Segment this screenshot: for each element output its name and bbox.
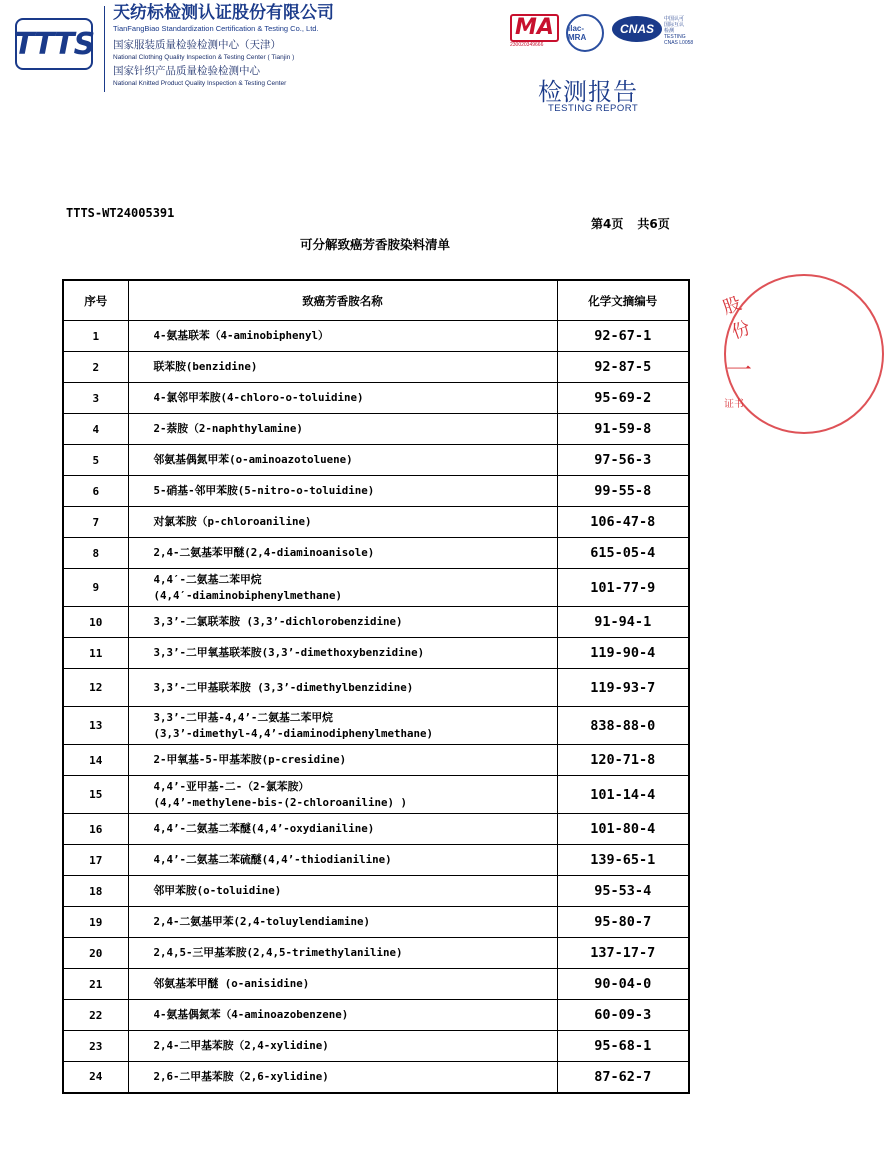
amine-name <box>128 1062 557 1093</box>
amine-name-line: 4-氨基联苯（4-aminobiphenyl） <box>153 329 329 342</box>
amine-name-line: 2-甲氧基-5-甲基苯胺(p-cresidine) <box>153 753 347 766</box>
logo-text: TTTS <box>13 26 95 62</box>
table-row <box>63 969 689 1000</box>
cas-number: 91-94-1 <box>557 607 689 638</box>
amine-name-line: 3,3’-二氯联苯胺 (3,3’-dichlorobenzidine) <box>153 615 403 628</box>
row-number: 6 <box>63 476 128 507</box>
center1-name-en: National Clothing Quality Inspection & Testing Center ( Tianjin ) <box>113 54 295 61</box>
amine-name-line: 4,4’-二氨基二苯硫醚(4,4’-thiodianiline) <box>153 853 392 866</box>
amine-name-line: 4,4′-二氨基二苯甲烷 <box>153 572 262 586</box>
ilac-logo-text: ilac-MRA <box>568 24 587 42</box>
row-number: 21 <box>63 969 128 1000</box>
cas-number: 838-88-0 <box>557 707 689 745</box>
page-total: 共6页 <box>637 217 670 231</box>
row-number: 19 <box>63 907 128 938</box>
cas-number: 119-90-4 <box>557 638 689 669</box>
cas-number: 87-62-7 <box>557 1062 689 1093</box>
amine-name-line: (3,3’-dimethyl-4,4’-diaminodiphenylmethane) <box>153 726 434 740</box>
amine-name <box>128 383 557 414</box>
header-divider <box>104 6 105 92</box>
row-number: 13 <box>63 707 128 745</box>
row-number: 14 <box>63 745 128 776</box>
cas-number: 92-67-1 <box>557 321 689 352</box>
report-title-en: TESTING REPORT <box>548 103 639 114</box>
amine-name-line: 3,3’-二甲基-4,4’-二氨基二苯甲烷 <box>153 710 333 724</box>
amine-name <box>128 476 557 507</box>
row-number: 12 <box>63 669 128 707</box>
row-number: 5 <box>63 445 128 476</box>
cas-number: 139-65-1 <box>557 845 689 876</box>
amine-name <box>128 538 557 569</box>
table-row <box>63 1000 689 1031</box>
amine-name-line: 2,4,5-三甲基苯胺(2,4,5-trimethylaniline) <box>153 946 403 959</box>
table-header-row <box>63 280 689 321</box>
center2-name-en: National Knitted Product Quality Inspection & Testing Center <box>113 80 287 87</box>
amine-name <box>128 414 557 445</box>
cnas-side-line: TESTING <box>664 34 686 40</box>
row-number: 15 <box>63 776 128 814</box>
table-row <box>63 321 689 352</box>
cas-number: 99-55-8 <box>557 476 689 507</box>
cas-number: 92-87-5 <box>557 352 689 383</box>
amine-name <box>128 669 557 707</box>
amine-name-line: 2,4-二甲基苯胺（2,4-xylidine) <box>153 1039 329 1052</box>
row-number: 3 <box>63 383 128 414</box>
amine-name-line: (4,4’-methylene-bis-(2-chloroaniline) ) <box>153 795 408 809</box>
table-row <box>63 507 689 538</box>
row-number: 1 <box>63 321 128 352</box>
table-row <box>63 845 689 876</box>
cas-number: 101-77-9 <box>557 569 689 607</box>
cnas-side-line: 国际互认 <box>664 22 685 28</box>
amine-name <box>128 352 557 383</box>
cnas-side-line: 检测 <box>664 28 675 34</box>
table-row <box>63 638 689 669</box>
row-number: 23 <box>63 1031 128 1062</box>
cma-certification-logo <box>510 14 560 48</box>
center2-name-cn: 国家针织产品质量检验检测中心 <box>113 65 260 77</box>
amine-name <box>128 507 557 538</box>
table-row <box>63 907 689 938</box>
page-indicator <box>591 215 684 232</box>
row-number: 4 <box>63 414 128 445</box>
table-row <box>63 1062 689 1093</box>
cas-number: 101-80-4 <box>557 814 689 845</box>
amine-name-line: 2,6-二甲基苯胺（2,6-xylidine) <box>153 1069 329 1083</box>
amine-name-line: (4,4′-diaminobiphenylmethane) <box>153 588 343 602</box>
ilac-mra-logo <box>566 14 604 52</box>
row-number: 16 <box>63 814 128 845</box>
cas-number: 95-53-4 <box>557 876 689 907</box>
header-name: 致癌芳香胺名称 <box>128 280 557 321</box>
amine-name <box>128 969 557 1000</box>
amine-name-line: 2,4-二氨基甲苯(2,4-toluylendiamine) <box>153 915 370 928</box>
list-title: 可分解致癌芳香胺染料清单 <box>299 237 450 252</box>
amine-name-line: 3,3’-二甲氧基联苯胺(3,3’-dimethoxybenzidine) <box>153 646 425 659</box>
amine-name-line: 2,4-二氨基苯甲醚(2,4-diaminoanisole) <box>153 546 375 559</box>
company-name-cn: 天纺标检测认证股份有限公司 <box>113 3 334 23</box>
table-body <box>63 321 689 1093</box>
cnas-side-line: CNAS L0058 <box>664 40 694 46</box>
cas-number: 90-04-0 <box>557 969 689 1000</box>
table-row <box>63 1031 689 1062</box>
row-number: 7 <box>63 507 128 538</box>
amine-name-line: 4-氯邻甲苯胺(4-chloro-o-toluidine) <box>153 391 364 404</box>
amine-name <box>128 776 557 814</box>
amine-name-line: 联苯胺(benzidine) <box>153 360 258 373</box>
company-logo <box>15 18 93 70</box>
amine-name <box>128 445 557 476</box>
cas-number: 137-17-7 <box>557 938 689 969</box>
cas-number: 120-71-8 <box>557 745 689 776</box>
company-info <box>113 3 493 88</box>
amine-name-line: 4,4’-亚甲基-二-（2-氯苯胺） <box>153 779 310 793</box>
seal-text: 股份 <box>720 293 754 344</box>
cas-number: 95-69-2 <box>557 383 689 414</box>
cnas-side-text <box>664 16 704 46</box>
table-row <box>63 776 689 814</box>
carcinogenic-amines-table <box>62 279 690 1094</box>
row-number: 9 <box>63 569 128 607</box>
cnas-logo <box>612 16 662 42</box>
cas-number: 97-56-3 <box>557 445 689 476</box>
table-row <box>63 569 689 607</box>
amine-name-line: 邻氨基偶氮甲苯(o-aminoazotoluene) <box>153 453 353 466</box>
amine-name-line: 2-萘胺（2-naphthylamine) <box>153 422 303 435</box>
row-number: 2 <box>63 352 128 383</box>
amine-name <box>128 707 557 745</box>
table-row <box>63 876 689 907</box>
header-cas: 化学文摘编号 <box>557 280 689 321</box>
amine-name <box>128 569 557 607</box>
amine-name <box>128 876 557 907</box>
cma-logo-text: MA <box>510 14 559 42</box>
amine-name <box>128 1000 557 1031</box>
amine-name <box>128 845 557 876</box>
amine-name <box>128 938 557 969</box>
table-row <box>63 607 689 638</box>
amine-name-line: 邻氨基苯甲醚 (o-anisidine) <box>153 977 310 990</box>
amine-name <box>128 321 557 352</box>
row-number: 11 <box>63 638 128 669</box>
amine-name <box>128 907 557 938</box>
table-row <box>63 476 689 507</box>
header-no: 序号 <box>63 280 128 321</box>
table-row <box>63 383 689 414</box>
cas-number: 91-59-8 <box>557 414 689 445</box>
amine-name <box>128 638 557 669</box>
row-number: 18 <box>63 876 128 907</box>
amine-name-line: 对氯苯胺（p-chloroaniline) <box>153 515 312 528</box>
cas-number: 615-05-4 <box>557 538 689 569</box>
table-row <box>63 707 689 745</box>
cas-number: 60-09-3 <box>557 1000 689 1031</box>
table-row <box>63 538 689 569</box>
table-row <box>63 445 689 476</box>
table-row <box>63 669 689 707</box>
amine-name-line: 4,4’-二氨基二苯醚(4,4’-oxydianiline) <box>153 822 375 835</box>
table-row <box>63 352 689 383</box>
row-number: 24 <box>63 1062 128 1093</box>
cas-number: 95-80-7 <box>557 907 689 938</box>
amine-name <box>128 1031 557 1062</box>
center1-name-cn: 国家服装质量检验检测中心（天津） <box>113 39 281 51</box>
table-row <box>63 938 689 969</box>
cas-number: 95-68-1 <box>557 1031 689 1062</box>
table-row <box>63 814 689 845</box>
company-name-en: TianFangBiao Standardization Certification & Testing Co., Ltd. <box>113 24 319 33</box>
cnas-side-line: 中国认可 <box>664 16 685 22</box>
table-row <box>63 745 689 776</box>
amine-name <box>128 745 557 776</box>
table-row <box>63 414 689 445</box>
cas-number: 101-14-4 <box>557 776 689 814</box>
amine-name-line: 4-氨基偶氮苯（4-aminoazobenzene) <box>153 1008 349 1021</box>
row-number: 22 <box>63 1000 128 1031</box>
cma-number: 230020349666 <box>510 42 544 48</box>
cas-number: 119-93-7 <box>557 669 689 707</box>
amine-name-line: 邻甲苯胺(o-toluidine) <box>153 884 282 897</box>
amine-name <box>128 607 557 638</box>
row-number: 10 <box>63 607 128 638</box>
seal-text: 一 <box>726 356 753 386</box>
report-title-cn: 检测报告 <box>538 78 638 106</box>
row-number: 8 <box>63 538 128 569</box>
row-number: 17 <box>63 845 128 876</box>
page-current: 第4页 <box>591 217 624 231</box>
amine-name-line: 5-硝基-邻甲苯胺(5-nitro-o-toluidine) <box>153 484 375 497</box>
cas-number: 106-47-8 <box>557 507 689 538</box>
amine-name-line: 3,3’-二甲基联苯胺 (3,3’-dimethylbenzidine) <box>153 680 414 694</box>
cnas-logo-text: CNAS <box>619 22 654 36</box>
amine-name <box>128 814 557 845</box>
report-number: TTTS-WT24005391 <box>66 206 175 220</box>
row-number: 20 <box>63 938 128 969</box>
seal-text: 证书 <box>724 399 744 410</box>
